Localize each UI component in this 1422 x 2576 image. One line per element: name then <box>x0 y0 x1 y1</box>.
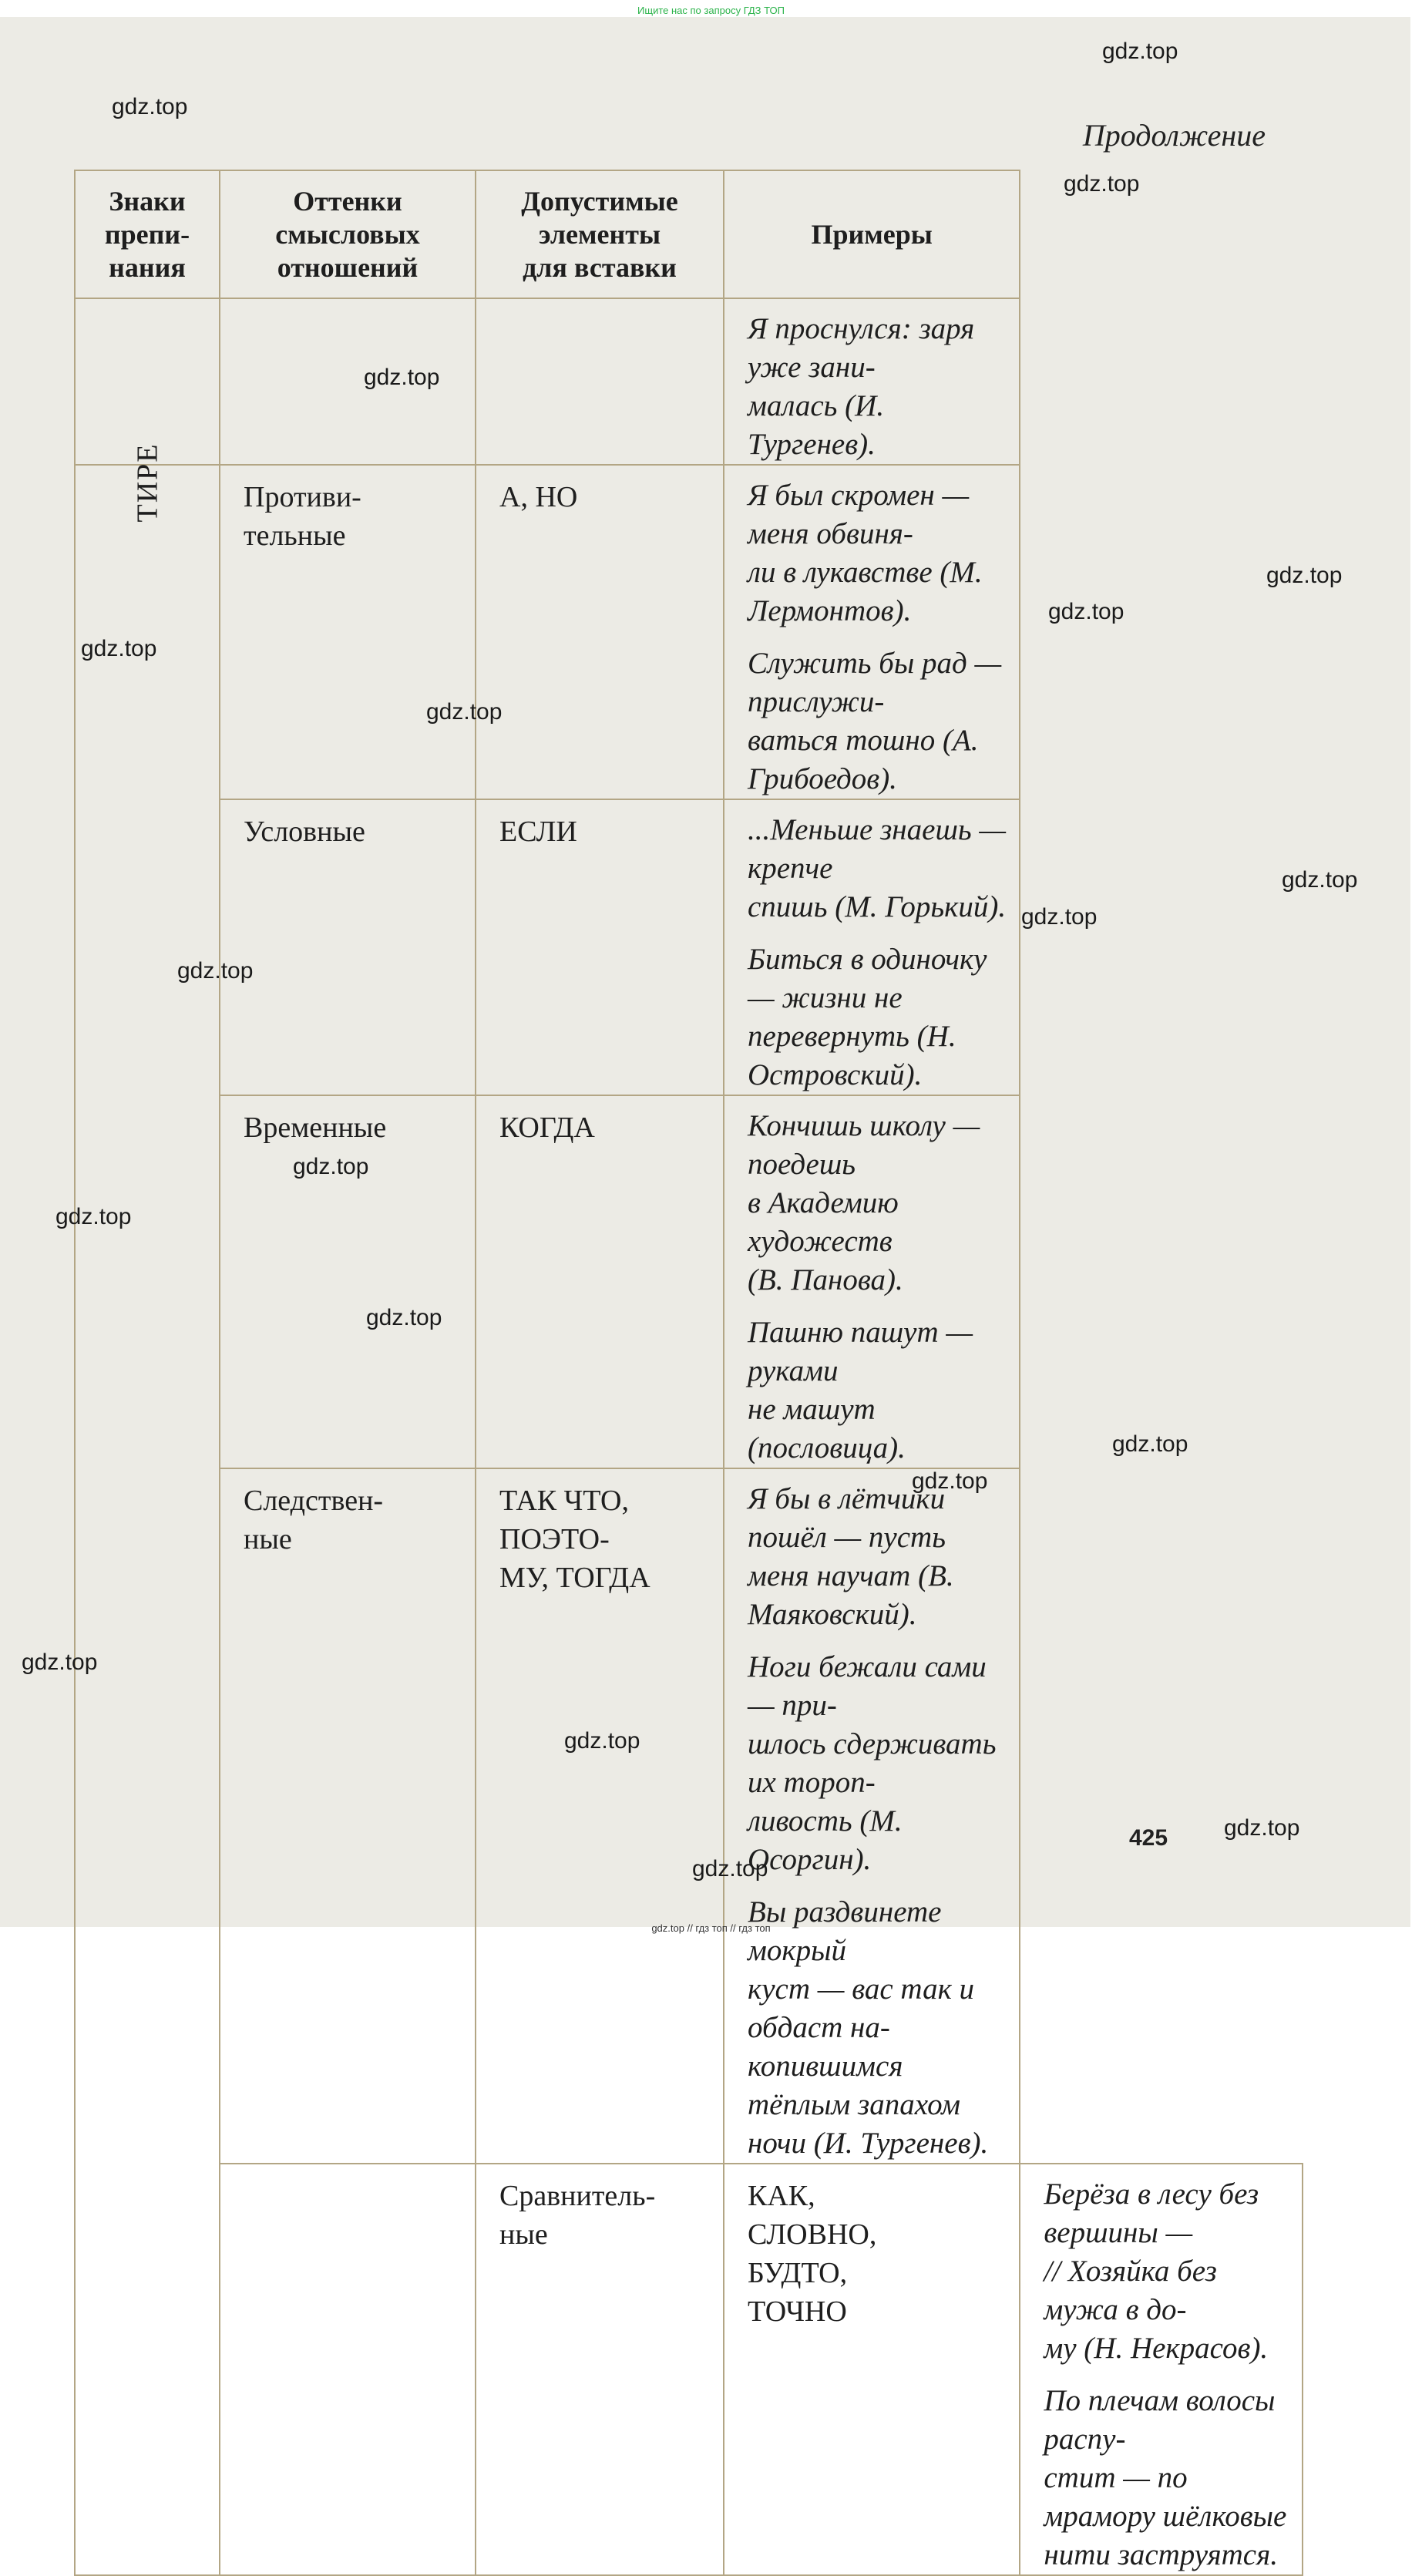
watermark[interactable]: gdz.top <box>177 958 254 984</box>
insert-line: КОГДА <box>499 1111 595 1144</box>
header-shades-line: отношений <box>277 251 419 283</box>
example-line: Вы раздвинете мокрый <box>748 1895 942 1967</box>
watermark[interactable]: gdz.top <box>1102 39 1178 64</box>
example-line: ваться тошно (А. Грибоедов). <box>748 724 979 795</box>
insert-cell <box>476 465 724 799</box>
header-signs-line: Знаки <box>109 185 186 217</box>
example-line: Берёза в лесу без вершины — <box>1044 2177 1259 2249</box>
shade-line: Временные <box>244 1111 387 1144</box>
header-shades-line: смысловых <box>275 218 420 250</box>
example-line: ливость (М. Осоргин). <box>748 1804 903 1876</box>
insert-line: МУ, ТОГДА <box>499 1562 650 1594</box>
insert-line: СЛОВНО, <box>748 2218 877 2251</box>
insert-cell <box>724 2164 1020 2575</box>
header-signs <box>75 170 220 298</box>
watermark[interactable]: gdz.top <box>1282 867 1358 893</box>
insert-line: КАК, <box>748 2180 815 2212</box>
example-line: Ноги бежали сами — при- <box>748 1650 987 1722</box>
watermark[interactable]: gdz.top <box>1021 904 1098 930</box>
example-line: спишь (М. Горький). <box>748 890 1007 923</box>
example-line: копившимся тёплым запахом <box>748 2050 960 2121</box>
watermark[interactable]: gdz.top <box>1266 563 1343 588</box>
sign-cell <box>75 442 220 2575</box>
example-line: нити заструятся. <box>1044 2538 1278 2571</box>
insert-cell <box>476 799 724 1095</box>
watermark[interactable]: gdz.top <box>366 1305 442 1330</box>
examples-cell <box>724 1095 1020 1468</box>
watermark[interactable]: gdz.top <box>55 1204 132 1229</box>
example-line: (В. Панова). <box>748 1263 903 1296</box>
table-row <box>75 465 1303 799</box>
example-line: ночи (И. Тургенев). <box>748 2127 989 2160</box>
header-shades-line: Оттенки <box>293 185 402 217</box>
example-line: меня научат (В. Маяковский). <box>748 1559 954 1631</box>
insert-line: ТАК ЧТО, <box>499 1485 629 1517</box>
table-row <box>75 298 1303 465</box>
insert-cell <box>476 1095 724 1468</box>
shade-line: Следствен- <box>244 1485 384 1517</box>
watermark[interactable]: gdz.top <box>1064 171 1140 197</box>
examples-cell <box>724 298 1020 465</box>
shade-line: Условные <box>244 816 365 848</box>
example <box>724 1634 1019 1879</box>
example-line: куст — вас так и обдаст на- <box>748 1972 975 2044</box>
shade-line: Сравнитель- <box>499 2180 656 2212</box>
example-line: Пашню пашут — руками <box>748 1316 973 1387</box>
example-line: Служить бы рад — прислужи- <box>748 647 1002 718</box>
example-line: в Академию художеств <box>748 1186 899 1258</box>
watermark[interactable]: gdz.top <box>293 1154 369 1179</box>
example-line: малась (И. Тургенев). <box>748 389 885 461</box>
example <box>724 466 1019 631</box>
examples-cell <box>724 465 1020 799</box>
header-insert-line: элементы <box>538 218 661 250</box>
table-row <box>75 1095 1303 1468</box>
watermark[interactable]: gdz.top <box>1112 1431 1188 1457</box>
watermark[interactable]: gdz.top <box>564 1728 640 1754</box>
header-signs-line: нания <box>109 251 186 283</box>
example-line: ...Меньше знаешь — крепче <box>748 813 1007 885</box>
insert-cell <box>476 1468 724 2164</box>
header-shades <box>220 170 476 298</box>
example <box>724 1300 1019 1468</box>
examples-cell <box>724 1468 1020 2164</box>
continuation-label: Продолжение <box>1082 118 1266 153</box>
sign-cell-empty <box>220 2164 476 2575</box>
watermark[interactable]: gdz.top <box>364 365 440 390</box>
examples-cell <box>1020 2164 1303 2575</box>
table-row <box>75 2164 1303 2575</box>
insert-line: ЕСЛИ <box>499 816 577 848</box>
example-line: Я был скромен — меня обвиня- <box>748 479 970 550</box>
example <box>724 800 1019 926</box>
bottom-banner[interactable]: gdz.top // гдз топ // гдз топ <box>651 1922 771 1934</box>
shade-cell <box>476 2164 724 2575</box>
example-line: Я бы в лётчики пошёл — пусть <box>748 1482 946 1554</box>
header-signs-line: препи- <box>104 218 190 250</box>
example-line: шлось сдерживать их тороп- <box>748 1727 997 1799</box>
shade-line: ные <box>244 1523 292 1555</box>
example <box>1020 2164 1302 2368</box>
example <box>724 631 1019 799</box>
examples-cell <box>724 799 1020 1095</box>
header-insert-line: для вставки <box>523 251 677 283</box>
watermark[interactable]: gdz.top <box>112 94 188 119</box>
example-line: не машут (пословица). <box>748 1393 906 1465</box>
page-number: 425 <box>1129 1825 1168 1851</box>
shade-line: тельные <box>244 520 346 552</box>
header-examples-line: Примеры <box>811 218 933 250</box>
table-row <box>75 1468 1303 2164</box>
shade-line: ные <box>499 2218 548 2251</box>
sign-label: ТИРЕ <box>131 442 163 523</box>
header-insert <box>476 170 724 298</box>
example <box>724 1096 1019 1300</box>
example-line: По плечам волосы распу- <box>1044 2384 1276 2456</box>
table-row <box>75 799 1303 1095</box>
shade-cell <box>220 1095 476 1468</box>
example <box>724 299 1019 464</box>
example-line: стит — по мрамору шёлковые <box>1044 2461 1287 2533</box>
insert-line: ПОЭТО- <box>499 1523 610 1555</box>
watermark[interactable]: gdz.top <box>1224 1815 1300 1841</box>
shade-cell <box>220 465 476 799</box>
insert-cell <box>476 298 724 465</box>
shade-cell <box>220 1468 476 2164</box>
example <box>724 926 1019 1095</box>
example-line: Кончишь школу — поедешь <box>748 1109 980 1181</box>
example-line: Биться в одиночку — жизни не <box>748 943 987 1014</box>
header-examples <box>724 170 1020 298</box>
insert-line: БУДТО, <box>748 2257 848 2289</box>
top-banner[interactable]: Ищите нас по запросу ГДЗ ТОП <box>637 5 785 16</box>
example-line: перевернуть (Н. Островский). <box>748 1020 956 1091</box>
insert-line: А, НО <box>499 481 578 513</box>
example <box>1020 2368 1302 2574</box>
header-insert-line: Допустимые <box>521 185 678 217</box>
insert-line: ТОЧНО <box>748 2295 847 2328</box>
example-line: му (Н. Некрасов). <box>1044 2332 1269 2365</box>
watermark[interactable]: gdz.top <box>426 699 503 725</box>
watermark[interactable]: gdz.top <box>912 1468 988 1494</box>
watermark[interactable]: gdz.top <box>1048 599 1124 624</box>
watermark[interactable]: gdz.top <box>22 1650 98 1675</box>
watermark[interactable]: gdz.top <box>692 1856 768 1882</box>
shade-line: Противи- <box>244 481 361 513</box>
sign-cell-empty <box>75 298 220 465</box>
punctuation-table <box>74 170 1303 2576</box>
example-line: // Хозяйка без мужа в до- <box>1044 2255 1217 2326</box>
watermark[interactable]: gdz.top <box>81 636 157 661</box>
shade-cell <box>220 799 476 1095</box>
example-line: ли в лукавстве (М. Лермонтов). <box>748 556 983 627</box>
example-line: Я проснулся: заря уже зани- <box>748 312 975 384</box>
